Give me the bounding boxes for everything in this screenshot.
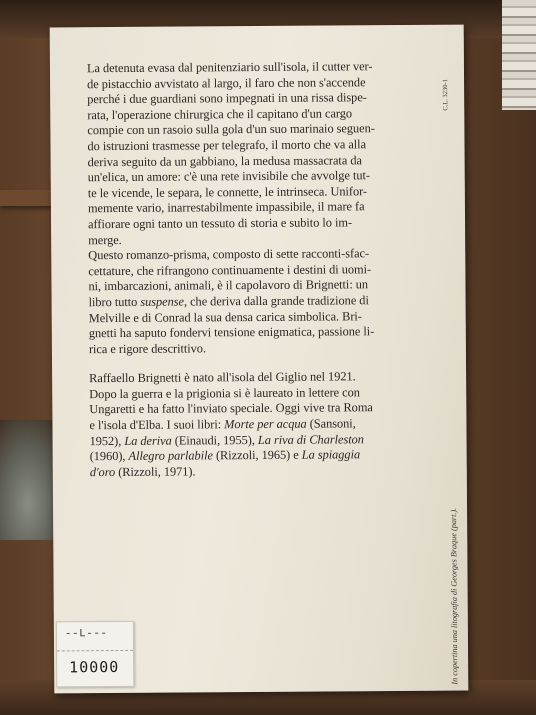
text-line: (Einaudi, 1955), — [171, 432, 258, 448]
text-line: un'elica, un amore: c'è una rete invisibile che avvolge tut- — [87, 168, 370, 185]
text-line: Questo romanzo-prisma, composto di sette racconti-sfac- — [88, 246, 370, 263]
book-title: d'oro — [89, 464, 116, 480]
book-title: La deriva — [124, 433, 172, 448]
text-line: deriva seguito da un gabbiano, la medusa massacrata da — [87, 152, 362, 169]
sticker-divider — [57, 650, 133, 652]
text-line: (Rizzoli, 1965) e — [212, 447, 302, 463]
text-line: do istruzioni trasmesse per telegrafo, il morto che va alla — [87, 137, 367, 154]
text-line: libro tutto — [88, 294, 141, 310]
text-line: rata, l'operazione chirurgica che il capitano d'un cargo — [87, 106, 353, 122]
stacked-books-right — [502, 0, 536, 110]
text-line: gnetti ha saputo fondervi tensione enigmatica, passione li- — [88, 324, 375, 341]
blurb-text — [87, 59, 420, 481]
book-title: La spiaggia — [301, 447, 361, 462]
italic-word: suspense — [140, 294, 185, 309]
text-line: Ungaretti e ha fatto l'inviato speciale. Oggi vive tra Roma — [89, 400, 373, 417]
text-line: , che deriva dalla grande tradizione di — [183, 293, 369, 309]
text-line: merge. — [88, 232, 122, 247]
text-line: 1952), — [89, 433, 125, 448]
catalog-code: C.L. 3230-1 — [442, 79, 450, 111]
price-sticker — [56, 621, 134, 688]
text-line: te le vicende, le separa, le connette, le intrinseca. Unifor- — [87, 183, 368, 200]
text-line: Melville e di Conrad la sua densa carica simbolica. Bri- — [88, 308, 362, 325]
text-line: de pistacchio avvistato al largo, il faro che non s'accende — [87, 74, 366, 91]
text-line: Dopo la guerra e la prigionia si è laureato in lettere con — [89, 385, 360, 402]
text-line: memente vario, inarrestabilmente impassibile, il mare fa — [87, 199, 365, 216]
paragraph-synopsis — [87, 59, 418, 248]
text-line: (Rizzoli, 1971). — [115, 464, 196, 479]
cover-credit: In copertina una litografia di Georges Braque (part.). — [449, 507, 460, 685]
text-line: perché i due guardiani sono impegnati in una rissa dispe- — [87, 90, 367, 107]
sticker-code: --L--- — [64, 628, 108, 641]
book-title: Morte per acqua — [224, 416, 307, 432]
text-line: (1960), — [89, 449, 129, 464]
text-line: rica e rigore descrittivo. — [88, 341, 207, 356]
paragraph-description — [88, 246, 419, 357]
paragraph-author-bio — [89, 369, 420, 480]
text-line: affiorare ogni tanto un tessuto di storia e subito lo im- — [88, 215, 353, 232]
text-line: La detenuta evasa dal penitenziario sull'isola, il cutter ver- — [86, 59, 373, 76]
sticker-price: 10000 — [69, 657, 120, 677]
book-back-cover — [50, 25, 469, 694]
text-line: ni, imbarcazioni, animali, è il capolavoro di Brignetti: un — [88, 277, 369, 294]
text-line: Raffaello Brignetti è nato all'isola del Giglio nel 1921. — [89, 369, 356, 386]
text-line: cettature, che rifrangono continuamente i destini di uomi- — [88, 261, 372, 278]
book-title: Allegro parlabile — [128, 448, 213, 464]
text-line: compie con un rasoio sulla gola d'un suo marinaio seguen- — [87, 121, 375, 138]
text-line: (Sansoni, — [306, 416, 356, 431]
book-title: La riva di Charleston — [257, 431, 364, 447]
text-line: e l'isola d'Elba. I suoi libri: — [89, 417, 225, 433]
